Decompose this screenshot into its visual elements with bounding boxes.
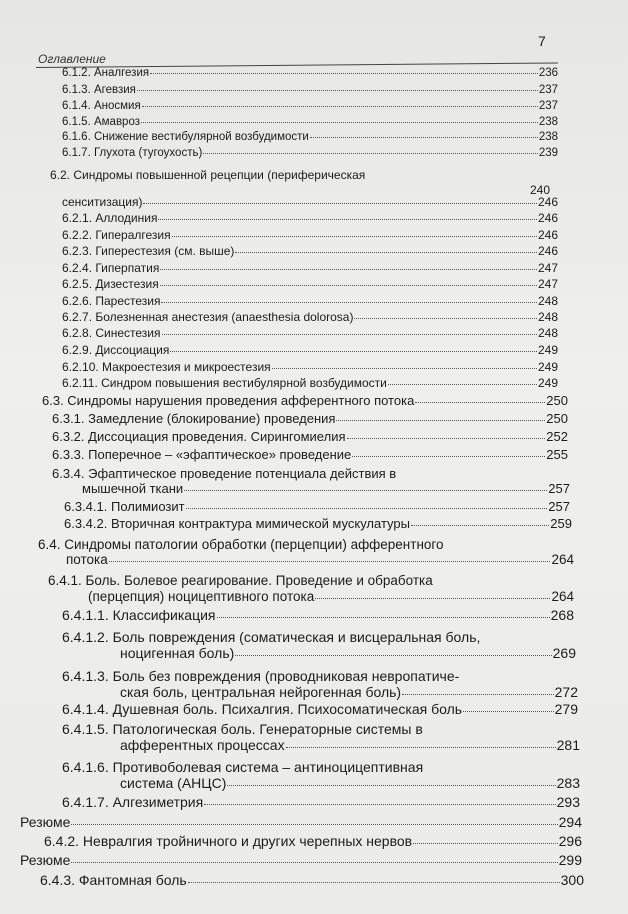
dot-leader (161, 302, 536, 303)
toc-entry-title: ская боль, центральная нейрогенная боль) (120, 684, 402, 700)
toc-entry-page: 249 (537, 343, 558, 357)
toc-entry-title: 6.4.1.4. Душевная боль. Психалгия. Психосоматическая боль (62, 701, 463, 717)
toc-entry (82, 482, 570, 495)
toc-entry-page: 238 (538, 131, 558, 143)
toc-entry-title: 6.2.9. Диссоциация (62, 343, 170, 357)
toc-entry (62, 132, 558, 144)
toc-entry-page: 249 (537, 376, 558, 390)
dot-leader (162, 334, 537, 335)
toc-entry (62, 311, 558, 323)
toc-entry (62, 148, 558, 160)
toc-entry-title: 6.3.3. Поперечное – «эфаптическое» проведение (52, 447, 352, 462)
toc-entry (62, 101, 558, 113)
toc-entry-title: 6.4.1. Боль. Болевое реагирование. Проведение и обработка (48, 573, 433, 588)
toc-entry-page: 264 (551, 552, 574, 567)
toc-entry (38, 538, 572, 552)
toc-entry (20, 815, 582, 829)
toc-entry (62, 85, 558, 97)
toc-entry-page: 283 (556, 775, 580, 791)
toc-entry (62, 212, 558, 224)
dot-leader (158, 219, 537, 220)
dot-leader (235, 655, 551, 656)
toc-entry-page: 246 (537, 211, 558, 225)
toc-entry (62, 630, 576, 644)
toc-entry-page: 246 (537, 228, 558, 242)
toc-entry-page: 257 (548, 481, 570, 496)
dot-leader (71, 862, 557, 863)
toc-entry-title: 6.1.4. Аносмия (62, 100, 141, 112)
toc-entry-page: 294 (558, 814, 582, 830)
toc-entry-title: 6.2.5. Дизестезия (62, 277, 159, 291)
dot-leader (137, 90, 538, 91)
toc-entry-page: 248 (537, 310, 558, 324)
toc-entry-title: 6.4.1.1. Классификация (62, 607, 216, 623)
dot-leader (315, 598, 550, 599)
toc-entry-title: 6.1.5. Амавроз (62, 116, 140, 128)
toc-entry (62, 68, 558, 80)
dot-leader (402, 694, 554, 695)
toc-entry-page: 300 (560, 872, 584, 888)
toc-entry-title: система (АНЦС) (120, 775, 227, 791)
toc-entry (64, 517, 572, 530)
toc-entry-title: 6.3.4.2. Вторичная контрактура мимической мускулатуры (64, 516, 410, 531)
toc-entry-title: мышечной ткани (82, 481, 184, 496)
toc-entry (48, 574, 574, 588)
dot-leader (286, 747, 556, 748)
dot-leader (336, 420, 545, 421)
toc-entry-page: 264 (551, 589, 574, 604)
toc-entry-title: 6.4.3. Фантомная боль (40, 872, 187, 888)
toc-entry-title: Резюме (20, 852, 71, 868)
toc-entry-page: 250 (546, 411, 568, 426)
toc-entry-title: 6.2.10. Макроестезия и микроестезия (62, 360, 271, 374)
toc-entry-title: 6.2.6. Парестезия (62, 294, 161, 308)
toc-entry-title: 6.2.3. Гиперестезия (см. выше) (62, 244, 235, 258)
dot-leader (413, 843, 558, 844)
toc-entry (62, 760, 580, 774)
toc-entry-title: 6.4.1.5. Патологическая боль. Генераторные системы в (62, 721, 423, 737)
toc-entry (62, 117, 558, 129)
toc-entry-title: 6.2.4. Гиперпатия (62, 261, 160, 275)
toc-entry-page: 257 (548, 499, 570, 514)
toc-entry-page: 259 (550, 516, 572, 531)
dot-leader (143, 203, 537, 204)
toc-entry (52, 467, 568, 480)
dot-leader (188, 882, 560, 883)
toc-entry-page: 279 (554, 701, 578, 717)
toc-entry (120, 738, 580, 752)
toc-entry-page: 246 (537, 195, 558, 209)
toc-entry (62, 608, 574, 622)
dot-leader (71, 824, 557, 825)
toc-entry (62, 722, 580, 736)
toc-entry-page: 268 (550, 607, 574, 623)
toc-entry-page: 296 (558, 833, 582, 849)
toc-entry-title: 6.2.7. Болезненная анестезия (anaesthesia dolorosa) (62, 310, 354, 324)
toc-entry-page: 236 (538, 67, 558, 79)
toc-entry-page: 252 (546, 429, 568, 444)
toc-entry-page: 269 (552, 645, 576, 661)
dot-leader (170, 351, 537, 352)
toc-entry-page: 246 (537, 244, 558, 258)
toc-entry (62, 245, 558, 257)
toc-entry (120, 685, 578, 699)
toc-entry-title: 6.4.2. Невралгия тройничного и других черепных нервов (44, 833, 413, 849)
toc-entry-page: 237 (538, 100, 558, 112)
dot-leader (142, 106, 538, 107)
toc-entry-page: 248 (537, 294, 558, 308)
toc-entry (52, 412, 568, 425)
toc-entry (62, 196, 558, 208)
toc-entry-page: 250 (546, 393, 568, 408)
dot-leader (217, 617, 550, 618)
toc-entry-title: 6.3.1. Замедление (блокирование) проведения (52, 411, 336, 426)
dot-leader (141, 122, 538, 123)
toc-entry-title: 6.3.4.1. Полимиозит (64, 499, 185, 514)
toc-entry-page: 237 (538, 84, 558, 96)
dot-leader (354, 318, 536, 319)
toc-entry (62, 229, 558, 241)
toc-entry-title: 6.2.8. Синестезия (62, 326, 161, 340)
toc-entry-title: Резюме (20, 814, 71, 830)
toc-entry-page: 293 (556, 794, 580, 810)
toc-entry-title: сенситизация) (62, 195, 143, 209)
toc-entry (62, 361, 558, 373)
toc-entry-title: афферентных процессах (120, 737, 285, 753)
toc-entry (62, 669, 578, 683)
toc-entry-title: 6.2.1. Аллодиния (62, 211, 158, 225)
toc-entry-title: 6.2. Синдромы повышенной рецепции (периферическая (50, 168, 366, 182)
toc-entry (64, 500, 570, 513)
toc-entry (62, 278, 558, 290)
toc-entry (52, 448, 568, 461)
toc-entry-title: 6.4.1.2. Боль повреждения (соматическая и висцеральная боль, (62, 629, 481, 645)
dot-leader (109, 561, 551, 562)
toc-entry-title: 6.3. Синдромы нарушения проведения афферентного потока (42, 393, 415, 408)
toc-entry (62, 295, 558, 307)
toc-entry (42, 394, 568, 407)
toc-entry-page: 281 (556, 737, 580, 753)
toc-entry-page: 248 (537, 326, 558, 340)
dot-leader (150, 73, 538, 74)
dot-leader (411, 525, 549, 526)
toc-entry (62, 377, 558, 389)
toc-entry (44, 834, 582, 848)
page-number: 7 (538, 33, 546, 49)
toc-entry-title: 6.1.3. Агевзия (62, 84, 136, 96)
dot-leader (172, 236, 537, 237)
toc-entry-page: 240 (530, 183, 551, 197)
dot-leader (235, 252, 537, 253)
toc-entry-title: 6.3.2. Диссоциация проведения. Сирингомиелия (52, 429, 346, 444)
toc-entry-page: 299 (558, 852, 582, 868)
toc-entry (120, 646, 576, 660)
toc-entry-page: 272 (554, 684, 578, 700)
toc-entry-title: 6.1.6. Снижение вестибулярной возбудимости (62, 131, 309, 143)
dot-leader (184, 490, 547, 491)
dot-leader (352, 456, 545, 457)
dot-leader (160, 285, 537, 286)
toc-entry (40, 873, 584, 887)
toc-entry (50, 169, 558, 181)
dot-leader (347, 438, 546, 439)
toc-entry (120, 776, 580, 790)
toc-entry-title: 6.4.1.7. Алгезиметрия (62, 794, 204, 810)
dot-leader (272, 368, 537, 369)
toc-entry-title: ноцигенная боль) (120, 645, 235, 661)
dot-leader (186, 508, 548, 509)
toc-entry-title: 6.4.1.6. Противоболевая система – антиноцицептивная (62, 759, 424, 775)
toc-entry (62, 262, 558, 274)
toc-entry-title: 6.2.11. Синдром повышения вестибулярной возбудимости (62, 376, 387, 390)
toc-entry-title: 6.1.2. Аналгезия (62, 67, 150, 79)
toc-entry (62, 795, 580, 809)
toc-entry-title: 6.4. Синдромы патологии обработки (перцепции) афферентного (38, 537, 444, 552)
toc-entry-title: потока (66, 552, 108, 567)
toc-entry (88, 590, 574, 604)
toc-entry (66, 553, 574, 567)
toc-entry-page: 249 (537, 360, 558, 374)
toc-entry-page: 238 (538, 116, 558, 128)
toc-entry-title: 6.2.2. Гипералгезия (62, 228, 171, 242)
toc-entry (62, 702, 578, 716)
dot-leader (204, 804, 555, 805)
toc-entry (52, 430, 568, 443)
toc-entry-title: (перцепция) ноцицептивного потока (88, 589, 315, 604)
toc-entry-page: 255 (546, 447, 568, 462)
toc-entry (62, 327, 558, 339)
dot-leader (388, 384, 537, 385)
running-header: Оглавление (38, 52, 106, 66)
toc-entry (20, 853, 582, 867)
dot-leader (415, 402, 545, 403)
dot-leader (160, 269, 537, 270)
toc-entry-page: 247 (537, 261, 558, 275)
toc-entry-title: 6.4.1.3. Боль без повреждения (проводниковая невропатиче- (62, 668, 460, 684)
toc-entry (62, 344, 558, 356)
toc-entry-title: 6.3.4. Эфаптическое проведение потенциала действия в (52, 466, 397, 481)
toc-entry-page: 239 (538, 147, 558, 159)
dot-leader (203, 153, 538, 154)
toc-entry-title: 6.1.7. Глухота (тугоухость) (62, 147, 203, 159)
dot-leader (310, 137, 538, 138)
toc-entry-page: 247 (537, 277, 558, 291)
dot-leader (227, 785, 555, 786)
dot-leader (463, 711, 554, 712)
